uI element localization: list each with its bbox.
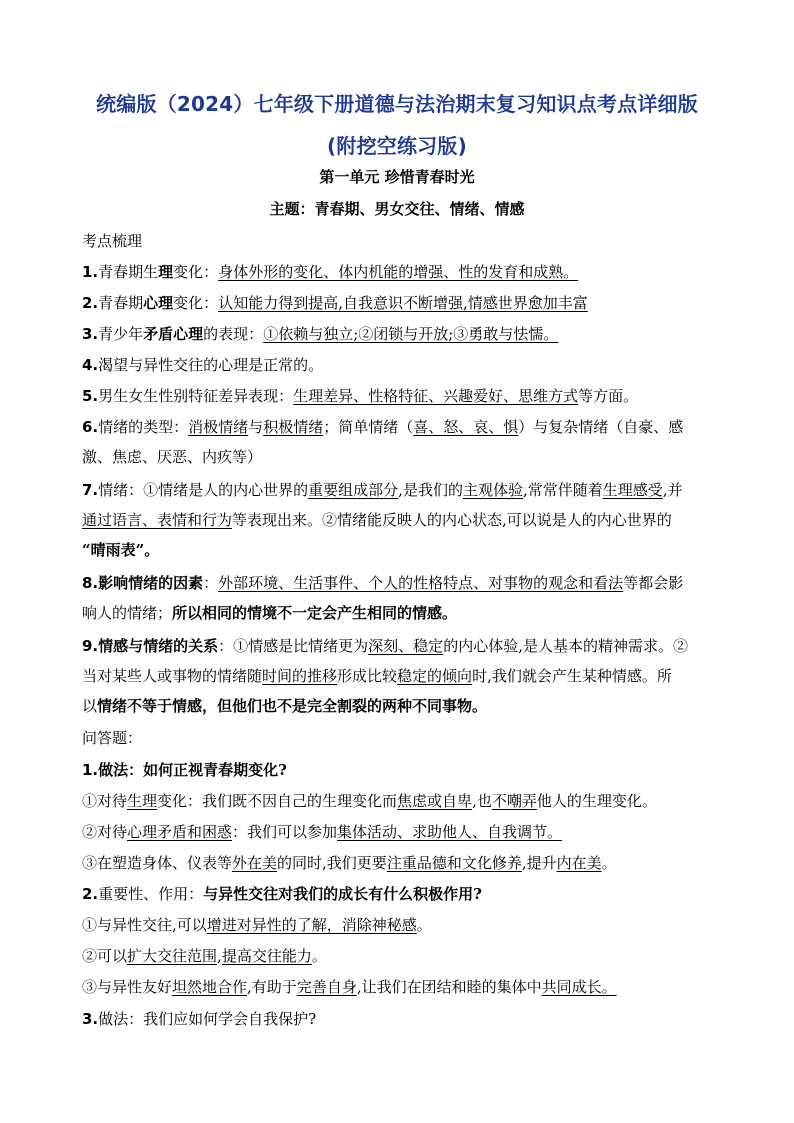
question-3: 3.做法：我们应如何学会自我保护? <box>82 1010 317 1028</box>
point-2: 2.青春期心理变化：认知能力得到提高,自我意识不断增强,情感世界愈加丰富 <box>82 294 588 312</box>
question-2: 2.重要性、作用：与异性交往对我们的成长有什么积极作用? <box>82 885 482 903</box>
point-6: 6.情绪的类型：消极情绪与积极情绪；简单情绪（喜、怒、哀、惧）与复杂情绪（自豪、感 <box>82 418 684 436</box>
section-heading-qa: 问答题： <box>82 729 143 747</box>
blank-answer: 认知能力得到提高,自我意识不断增强,情感世界愈加丰富 <box>218 294 588 312</box>
question-1: 1.做法：如何正视青春期变化? <box>82 761 287 779</box>
point-7-cont: 通过语言、表情和行为等表现出来。②情绪能反映人的内心状态,可以说是人的内心世界的 <box>82 511 672 529</box>
point-7-cont-2: “晴雨表”。 <box>82 541 160 559</box>
point-5: 5.男生女生性别特征差异表现：生理差异、性格特征、兴趣爱好、思维方式等方面。 <box>82 387 639 405</box>
document-subtitle: (附挖空练习版) <box>327 134 467 158</box>
point-8-cont: 响人的情绪；所以相同的情境不一定会产生相同的情感。 <box>82 604 458 622</box>
point-9-cont-2: 以情绪不等于情感，但他们也不是完全割裂的两种不同事物。 <box>82 697 488 715</box>
unit-heading: 第一单元 珍惜青春时光 <box>319 168 475 186</box>
answer-1-3: ③在塑造身体、仪表等外在美的同时,我们更要注重品德和文化修养,提升内在美。 <box>82 854 617 872</box>
point-1: 1.青春期生理变化：身体外形的变化、体内机能的增强、性的发育和成熟。 <box>82 263 579 281</box>
answer-2-2: ②可以扩大交往范围,提高交往能力。 <box>82 947 327 965</box>
point-3: 3.青少年矛盾心理的表现：①依赖与独立;②闭锁与开放;③勇敢与怯懦。 <box>82 325 559 343</box>
answer-2-1: ①与异性交往,可以增进对异性的了解，消除神秘感。 <box>82 916 432 934</box>
blank-answer: 生理差异、性格特征、兴趣爱好、思维方式 <box>293 387 579 405</box>
point-9-cont: 当对某些人或事物的情绪随时间的推移形成比较稳定的倾向时,我们就会产生某种情感。所 <box>82 667 672 685</box>
point-8: 8.影响情绪的因素：外部环境、生活事件、个人的性格特点、对事物的观念和看法等都会影 <box>82 574 684 592</box>
blank-answer: 身体外形的变化、体内机能的增强、性的发育和成熟。 <box>218 263 579 281</box>
answer-1-1: ①对待生理变化：我们既不因自己的生理变化而焦虑或自卑,也不嘲弄他人的生理变化。 <box>82 792 657 810</box>
document-title: 统编版（2024）七年级下册道德与法治期末复习知识点考点详细版 <box>96 92 698 116</box>
point-7: 7.情绪：①情绪是人的内心世界的重要组成部分,是我们的主观体验,常常伴随着生理感受,并 <box>82 481 683 499</box>
point-9: 9.情感与情绪的关系：①情感是比情绪更为深刻、稳定的内心体验,是人基本的精神需求。② <box>82 637 688 655</box>
section-heading-points: 考点梳理 <box>82 232 143 250</box>
answer-1-2: ②对待心理矛盾和困惑：我们可以参加集体活动、求助他人、自我调节。 <box>82 823 563 841</box>
blank-answer: ①依赖与独立;②闭锁与开放;③勇敢与怯懦。 <box>263 325 559 343</box>
point-6-cont: 激、焦虑、厌恶、内疚等） <box>82 448 263 466</box>
point-4: 4.渴望与异性交往的心理是正常的。 <box>82 356 324 374</box>
answer-2-3: ③与异性友好坦然地合作,有助于完善自身,让我们在团结和睦的集体中共同成长。 <box>82 978 617 996</box>
theme-heading: 主题：青春期、男女交往、情绪、情感 <box>269 200 525 218</box>
